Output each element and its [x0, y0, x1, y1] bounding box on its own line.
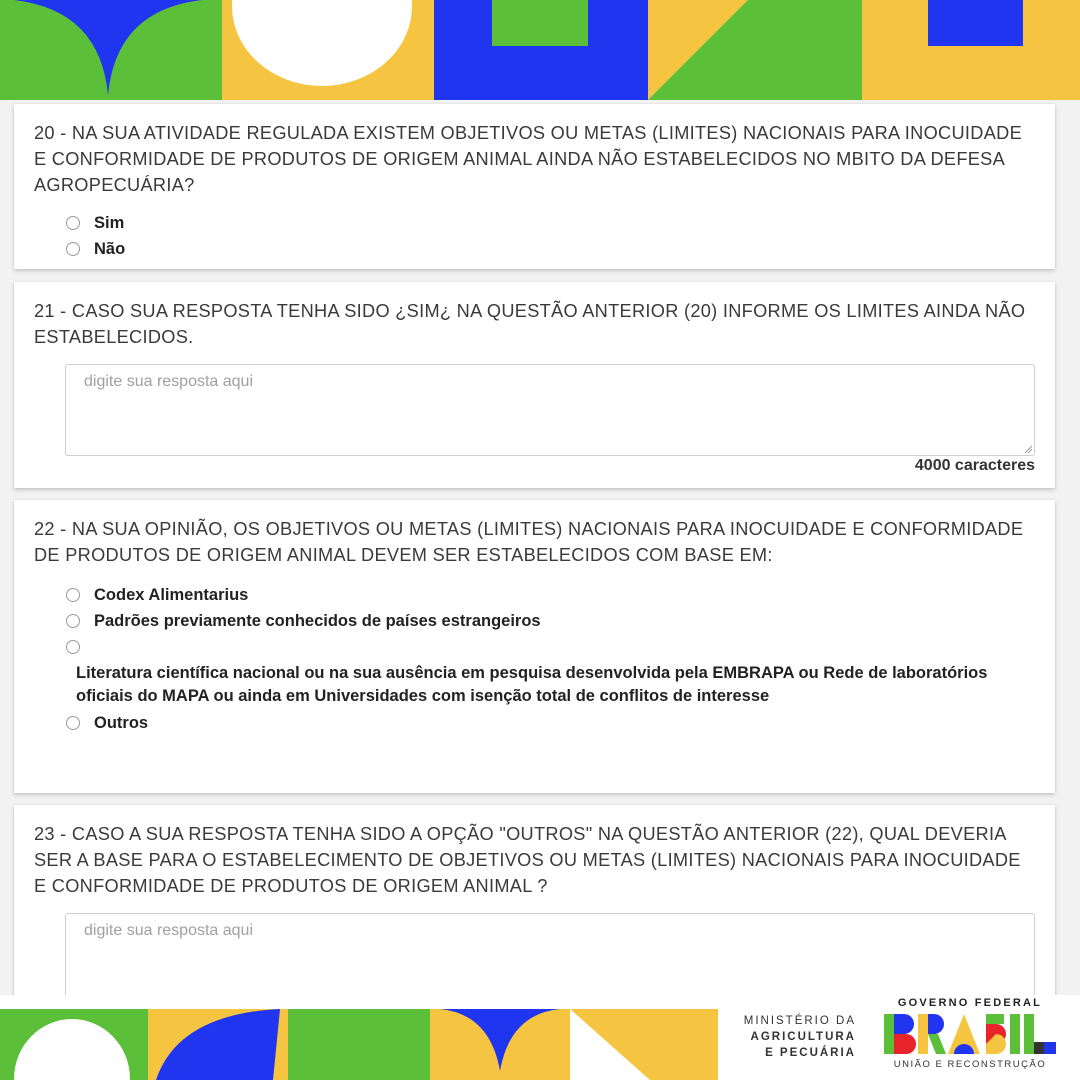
option-outros[interactable] [66, 710, 1035, 736]
triangle-shape-icon [570, 1009, 718, 1080]
option-label: Outros [94, 713, 149, 732]
leaf-shape-icon [0, 0, 222, 100]
triangle-shape-icon [648, 0, 862, 100]
radio-button-icon[interactable] [66, 614, 80, 628]
form-content [0, 100, 1080, 995]
question-23-card [14, 805, 1055, 995]
brasil-logo-icon [882, 1012, 1058, 1056]
banner-tile-green-circle [0, 1009, 148, 1080]
ministry-line-3: E PECUÁRIA [765, 1047, 856, 1059]
gov-top-label: GOVERNO FEDERAL [897, 997, 1043, 1009]
radio-button-icon[interactable] [66, 242, 80, 256]
radio-button-icon[interactable] [66, 216, 80, 230]
radio-button-icon[interactable] [66, 716, 80, 730]
question-20-title: 20 - NA SUA ATIVIDADE REGULADA EXISTEM OBJETIVOS OU METAS (LIMITES) NACIONAIS PARA INOCUIDADE E CONFORMIDADE DE PRODUTOS DE ORIGEM ANIMAL AINDA NÃO ESTABELECIDOS NO MBITO DA DEFESA AGROPECUÁRIA? [34, 123, 1022, 195]
answer-field-wrapper [34, 913, 1035, 995]
option-literatura-cientifica[interactable] [66, 634, 1035, 660]
footer-banner [0, 995, 1080, 1080]
banner-tile-yellow-blue-square [862, 0, 1080, 100]
banner-tile-blue-square [434, 0, 648, 100]
question-22-options [34, 582, 1035, 736]
option-literatura-cientifica-label: Literatura científica nacional ou na sua ausência em pesquisa desenvolvida pela EMBRAPA ou Rede de laboratórios oficiais do MAPA ou ainda em Universidades com isenção total de conflitos de interesse [76, 664, 988, 705]
arc-shape-icon [148, 1009, 288, 1080]
question-20-options [34, 210, 1035, 262]
ministry-logo [720, 1013, 856, 1061]
answer-field-wrapper [34, 364, 1035, 456]
ministry-line-1: MINISTÉRIO DA [743, 1015, 856, 1027]
question-22-card [14, 500, 1055, 793]
question-22-title: 22 - NA SUA OPINIÃO, OS OBJETIVOS OU METAS (LIMITES) NACIONAIS PARA INOCUIDADE E CONFORMIDADE DE PRODUTOS DE ORIGEM ANIMAL DEVEM SER ESTABELECIDOS COM BASE EM: [34, 519, 1024, 565]
option-label: Codex Alimentarius [94, 585, 249, 604]
half-circle-icon [222, 0, 434, 100]
banner-tile-yellow-leaf [430, 1009, 570, 1080]
banner-tile-green-leaf [0, 0, 222, 100]
bottom-decorative-strip [0, 1009, 718, 1080]
character-limit-label: 4000 caracteres [914, 457, 1035, 474]
ministry-line-2: AGRICULTURA [750, 1031, 856, 1043]
banner-tile-yellow-circle [222, 0, 434, 100]
leaf-shape-icon [430, 1009, 570, 1080]
top-decorative-banner [0, 0, 1080, 100]
banner-tile-green [288, 1009, 430, 1080]
governo-federal-logo [880, 997, 1060, 1070]
question-21-answer-input[interactable] [65, 364, 1035, 456]
option-codex-alimentarius[interactable] [66, 582, 1035, 608]
option-nao[interactable] [66, 236, 1035, 262]
banner-tile-yellow-triangle [648, 0, 862, 100]
question-21-title: 21 - CASO SUA RESPOSTA TENHA SIDO ¿SIM¿ NA QUESTÃO ANTERIOR (20) INFORME OS LIMITES AINDA NÃO ESTABELECIDOS. [34, 301, 1026, 347]
banner-tile-yellow-arc [148, 1009, 288, 1080]
question-23-answer-input[interactable] [65, 913, 1035, 995]
radio-button-icon[interactable] [66, 640, 80, 654]
option-label: Não [94, 239, 126, 258]
option-sim[interactable] [66, 210, 1035, 236]
question-20-card [14, 104, 1055, 269]
circle-shape-icon [0, 1009, 148, 1080]
question-23-title: 23 - CASO A SUA RESPOSTA TENHA SIDO A OPÇÃO "OUTROS" NA QUESTÃO ANTERIOR (22), QUAL DEVERIA SER A BASE PARA O ESTABELECIMENTO DE OBJETIVOS OU METAS (LIMITES) NACIONAIS PARA INOCUIDADE E CONFORMIDADE DE PRODUTOS DE ORIGEM ANIMAL ? [34, 824, 1021, 896]
option-label: Padrões previamente conhecidos de países estrangeiros [94, 611, 541, 630]
option-padroes-estrangeiros[interactable] [66, 608, 1035, 634]
banner-tile-yellow-triangle [570, 1009, 718, 1080]
question-21-card [14, 282, 1055, 488]
gov-bottom-label: UNIÃO E RECONSTRUÇÃO [893, 1059, 1047, 1070]
radio-button-icon[interactable] [66, 588, 80, 602]
option-label: Sim [94, 213, 125, 232]
